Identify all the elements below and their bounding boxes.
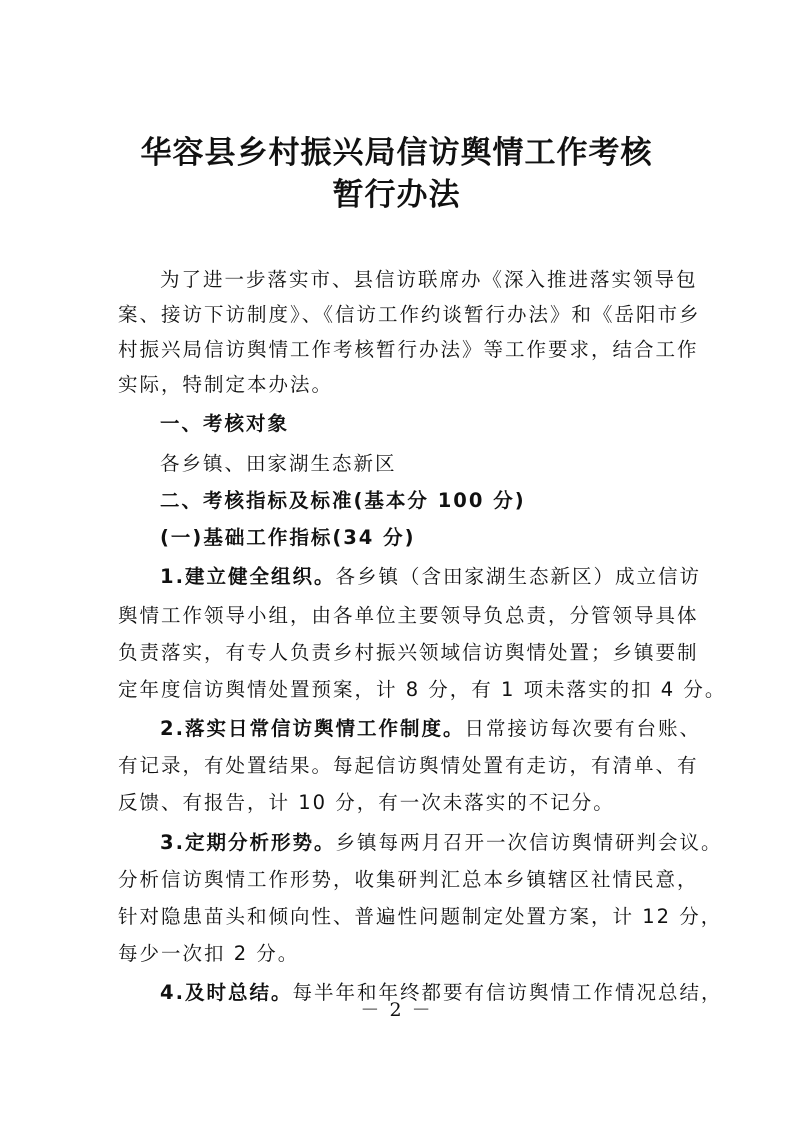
item2-label: 2.落实日常信访舆情工作制度。 <box>160 717 465 740</box>
item1-label: 1.建立健全组织。 <box>160 565 336 588</box>
item2-line-1-text: 日常接访每次要有台账、 <box>464 717 701 740</box>
item3-line-4: 每少一次扣 2 分。 <box>118 942 300 965</box>
item2-line-2: 有记录，有处置结果。每起信访舆情处置有走访，有清单、有 <box>118 754 699 777</box>
intro-line-1: 为了进一步落实市、县信访联席办《深入推进落实领导包 <box>160 268 698 291</box>
document-title-line2: 暂行办法 <box>332 177 461 213</box>
item3-line-1 <box>160 829 723 857</box>
item1-line-1 <box>160 563 701 591</box>
item1-line-4: 定年度信访舆情处置预案，计 8 分，有 1 项未落实的扣 4 分。 <box>118 678 727 701</box>
item2-line-3: 反馈、有报告，计 10 分，有一次未落实的不记分。 <box>118 791 615 814</box>
document-title-line1: 华容县乡村振兴局信访舆情工作考核 <box>140 135 653 171</box>
item3-line-2: 分析信访舆情工作形势，收集研判汇总本乡镇辖区社情民意， <box>118 868 699 891</box>
section1-content: 各乡镇、田家湖生态新区 <box>160 452 397 475</box>
item3-label: 3.定期分析形势。 <box>160 831 336 854</box>
item1-line-2: 舆情工作领导小组，由各单位主要领导负总责，分管领导具体 <box>118 604 699 627</box>
subsection1-heading: (一)基础工作指标(34 分) <box>160 526 416 549</box>
item2-line-1 <box>160 715 701 743</box>
intro-line-2: 案、接访下访制度》、《信访工作约谈暂行办法》和《岳阳市乡 <box>118 303 701 326</box>
item3-line-3: 针对隐患苗头和倾向性、普遍性问题制定处置方案，计 12 分， <box>118 905 723 928</box>
item1-line-3: 负责落实，有专人负责乡村振兴领域信访舆情处置；乡镇要制 <box>118 641 699 664</box>
intro-line-4: 实际，特制定本办法。 <box>118 373 334 396</box>
section2-heading: 二、考核指标及标准(基本分 100 分) <box>160 489 526 512</box>
intro-line-3: 村振兴局信访舆情工作考核暂行办法》等工作要求，结合工作 <box>118 338 699 361</box>
item1-line-1-text: 各乡镇（含田家湖生态新区）成立信访 <box>335 565 701 588</box>
item3-line-1-text: 乡镇每两月召开一次信访舆情研判会议。 <box>335 831 723 854</box>
item4-label: 4.及时总结。 <box>160 981 293 1004</box>
page-number: － 2 － <box>360 999 433 1021</box>
section1-heading: 一、考核对象 <box>160 412 290 435</box>
item4-line-1-text: 每半年和年终都要有信访舆情工作情况总结， <box>292 981 723 1004</box>
